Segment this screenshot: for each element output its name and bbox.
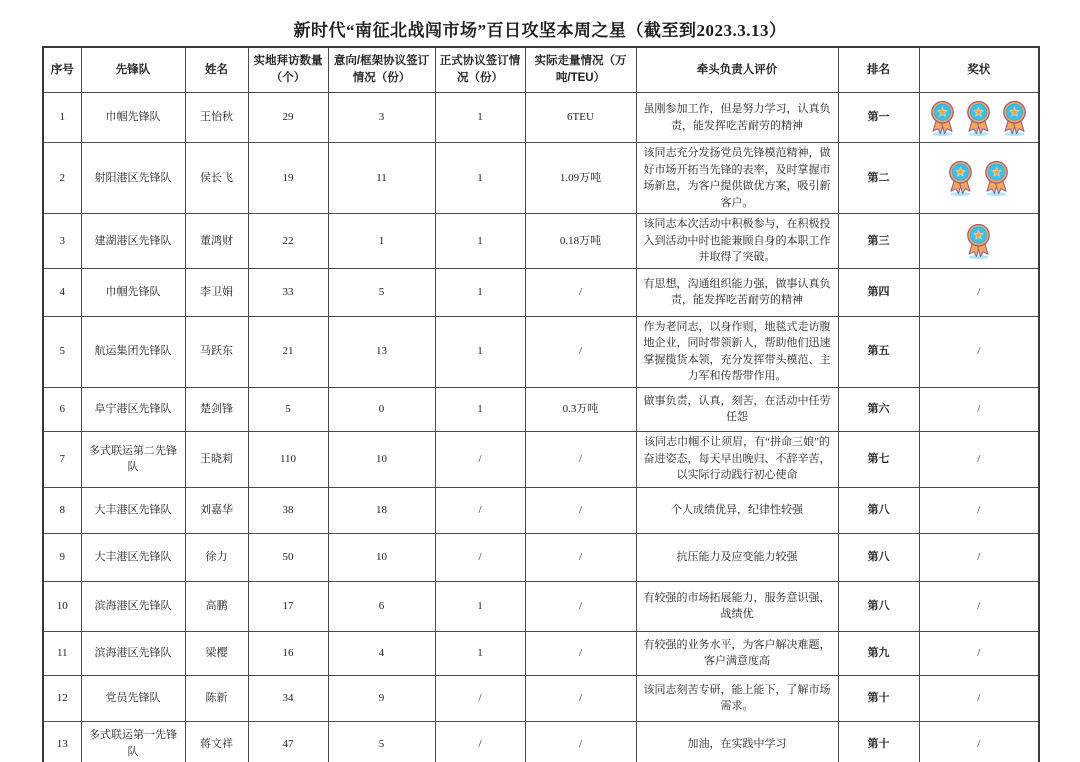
column-header-volume: 实际走量情况（万吨/TEU） (525, 47, 636, 93)
column-header-intent-agreements: 意向/框架协议签订情况（份） (328, 47, 435, 93)
cell-name: 高鹏 (185, 581, 248, 631)
cell-formal-agreements: / (435, 431, 525, 487)
cell-formal-agreements: 1 (435, 214, 525, 269)
cell-volume: / (525, 268, 636, 316)
table-row (43, 316, 1039, 387)
cell-no: 5 (43, 316, 81, 387)
cell-volume: / (525, 675, 636, 721)
cell-rank: 第八 (838, 487, 919, 533)
cell-volume: / (525, 631, 636, 675)
cell-volume: 6TEU (525, 93, 636, 143)
cell-name: 楚剑锋 (185, 387, 248, 431)
cell-name: 王怡秋 (185, 93, 248, 143)
cell-visits: 19 (248, 143, 328, 214)
cell-team: 建湖港区先锋队 (81, 214, 185, 269)
weekly-star-table (42, 46, 1040, 762)
cell-award: / (919, 581, 1039, 631)
cell-formal-agreements: / (435, 675, 525, 721)
cell-no: 6 (43, 387, 81, 431)
cell-no: 13 (43, 721, 81, 762)
cell-team: 航运集团先锋队 (81, 316, 185, 387)
cell-rank: 第三 (838, 214, 919, 269)
cell-formal-agreements: 1 (435, 93, 525, 143)
cell-name: 王晓莉 (185, 431, 248, 487)
page-title: 新时代“南征北战闯市场”百日攻坚本周之星（截至到2023.3.13） (293, 21, 787, 40)
cell-evaluation: 该同志巾帼不让须眉，有“拼命三娘”的奋进姿态，每天早出晚归、不辞辛苦，以实际行动践行初心使命 (636, 431, 838, 487)
cell-visits: 17 (248, 581, 328, 631)
cell-team: 巾帼先锋队 (81, 268, 185, 316)
cell-team: 巾帼先锋队 (81, 93, 185, 143)
cell-visits: 33 (248, 268, 328, 316)
cell-intent-agreements: 10 (328, 431, 435, 487)
cell-visits: 110 (248, 431, 328, 487)
cell-evaluation: 加油，在实践中学习 (636, 721, 838, 762)
table-row (43, 581, 1039, 631)
cell-visits: 21 (248, 316, 328, 387)
cell-rank: 第六 (838, 387, 919, 431)
cell-award: / (919, 316, 1039, 387)
cell-evaluation: 有较强的市场拓展能力，服务意识强，战绩优 (636, 581, 838, 631)
cell-evaluation: 做事负责，认真，刻苦，在活动中任劳任怨 (636, 387, 838, 431)
cell-team: 滨海港区先锋队 (81, 631, 185, 675)
cell-visits: 22 (248, 214, 328, 269)
table-row (43, 675, 1039, 721)
cell-no: 3 (43, 214, 81, 269)
cell-volume: / (525, 316, 636, 387)
cell-visits: 47 (248, 721, 328, 762)
cell-name: 侯长飞 (185, 143, 248, 214)
table-row (43, 533, 1039, 581)
cell-visits: 38 (248, 487, 328, 533)
cell-volume: / (525, 721, 636, 762)
cell-formal-agreements: 1 (435, 268, 525, 316)
cell-award (919, 143, 1039, 214)
cell-evaluation: 有思想，沟通组织能力强，做事认真负责，能发挥吃苦耐劳的精神 (636, 268, 838, 316)
table-row (43, 268, 1039, 316)
column-header-rank: 排名 (838, 47, 919, 93)
column-header-visits: 实地拜访数量（个） (248, 47, 328, 93)
cell-team: 多式联运第二先锋队 (81, 431, 185, 487)
cell-volume: / (525, 533, 636, 581)
cell-rank: 第八 (838, 581, 919, 631)
cell-formal-agreements: / (435, 721, 525, 762)
cell-award: / (919, 533, 1039, 581)
medal-icon (962, 99, 995, 137)
cell-visits: 16 (248, 631, 328, 675)
column-header-formal-agreements: 正式协议签订情况（份） (435, 47, 525, 93)
column-header-evaluation: 牵头负责人评价 (636, 47, 838, 93)
cell-visits: 5 (248, 387, 328, 431)
cell-formal-agreements: 1 (435, 143, 525, 214)
cell-rank: 第九 (838, 631, 919, 675)
cell-rank: 第八 (838, 533, 919, 581)
cell-name: 董鸿财 (185, 214, 248, 269)
cell-formal-agreements: / (435, 487, 525, 533)
table-row (43, 93, 1039, 143)
cell-no: 12 (43, 675, 81, 721)
cell-intent-agreements: 0 (328, 387, 435, 431)
cell-team: 党员先锋队 (81, 675, 185, 721)
cell-intent-agreements: 13 (328, 316, 435, 387)
cell-volume: / (525, 431, 636, 487)
column-header-name: 姓名 (185, 47, 248, 93)
table-body (43, 93, 1039, 762)
cell-rank: 第十 (838, 675, 919, 721)
table-header-row (43, 47, 1039, 93)
cell-team: 滨海港区先锋队 (81, 581, 185, 631)
cell-rank: 第十 (838, 721, 919, 762)
cell-evaluation: 虽刚参加工作，但是努力学习，认真负责，能发挥吃苦耐劳的精神 (636, 93, 838, 143)
cell-rank: 第七 (838, 431, 919, 487)
cell-award: / (919, 721, 1039, 762)
cell-name: 陈新 (185, 675, 248, 721)
cell-no: 4 (43, 268, 81, 316)
cell-no: 8 (43, 487, 81, 533)
cell-volume: 1.09万吨 (525, 143, 636, 214)
cell-intent-agreements: 3 (328, 93, 435, 143)
column-header-team: 先锋队 (81, 47, 185, 93)
cell-award: / (919, 631, 1039, 675)
table-row (43, 721, 1039, 762)
cell-intent-agreements: 18 (328, 487, 435, 533)
cell-award: / (919, 675, 1039, 721)
cell-no: 9 (43, 533, 81, 581)
column-header-no: 序号 (43, 47, 81, 93)
cell-team: 阜宁港区先锋队 (81, 387, 185, 431)
medal-icon (926, 99, 959, 137)
cell-no: 10 (43, 581, 81, 631)
cell-evaluation: 作为老同志，以身作则，地毯式走访腹地企业，同时带领新人，帮助他们迅速掌握揽货本领，充分发挥带头模范、主力军和传帮带作用。 (636, 316, 838, 387)
cell-rank: 第一 (838, 93, 919, 143)
cell-intent-agreements: 9 (328, 675, 435, 721)
medal-icon (944, 159, 977, 197)
cell-award: / (919, 487, 1039, 533)
cell-name: 马跃东 (185, 316, 248, 387)
table-row (43, 214, 1039, 269)
medal-group (923, 222, 1036, 260)
cell-formal-agreements: / (435, 533, 525, 581)
cell-rank: 第四 (838, 268, 919, 316)
cell-name: 徐力 (185, 533, 248, 581)
cell-formal-agreements: 1 (435, 581, 525, 631)
cell-no: 1 (43, 93, 81, 143)
cell-evaluation: 该同志本次活动中积极参与，在积极投入到活动中时也能兼顾自身的本职工作并取得了突破。 (636, 214, 838, 269)
cell-no: 2 (43, 143, 81, 214)
cell-visits: 34 (248, 675, 328, 721)
medal-icon (980, 159, 1013, 197)
cell-evaluation: 该同志刻苦专研，能上能下，了解市场需求。 (636, 675, 838, 721)
cell-rank: 第五 (838, 316, 919, 387)
table-row (43, 387, 1039, 431)
table-row (43, 431, 1039, 487)
cell-intent-agreements: 10 (328, 533, 435, 581)
cell-team: 射阳港区先锋队 (81, 143, 185, 214)
medal-icon (998, 99, 1031, 137)
cell-no: 11 (43, 631, 81, 675)
cell-name: 梁樱 (185, 631, 248, 675)
cell-intent-agreements: 1 (328, 214, 435, 269)
cell-evaluation: 有较强的业务水平，为客户解决难题，客户满意度高 (636, 631, 838, 675)
cell-visits: 50 (248, 533, 328, 581)
cell-no: 7 (43, 431, 81, 487)
cell-award (919, 93, 1039, 143)
cell-evaluation: 抗压能力及应变能力较强 (636, 533, 838, 581)
medal-icon (962, 222, 995, 260)
cell-intent-agreements: 11 (328, 143, 435, 214)
table-row (43, 487, 1039, 533)
cell-formal-agreements: 1 (435, 631, 525, 675)
table-row (43, 631, 1039, 675)
cell-evaluation: 该同志充分发扬党员先锋模范精神，做好市场开拓当先锋的表率，及时掌握市场新息，为客户提供做优方案，吸引新客户。 (636, 143, 838, 214)
cell-formal-agreements: 1 (435, 316, 525, 387)
cell-intent-agreements: 6 (328, 581, 435, 631)
medal-group (923, 99, 1036, 137)
cell-volume: / (525, 487, 636, 533)
column-header-award: 奖状 (919, 47, 1039, 93)
cell-award: / (919, 431, 1039, 487)
cell-team: 大丰港区先锋队 (81, 533, 185, 581)
cell-name: 蒋文祥 (185, 721, 248, 762)
cell-volume: 0.18万吨 (525, 214, 636, 269)
table-row (43, 143, 1039, 214)
cell-team: 多式联运第一先锋队 (81, 721, 185, 762)
cell-intent-agreements: 4 (328, 631, 435, 675)
cell-evaluation: 个人成绩优异，纪律性较强 (636, 487, 838, 533)
cell-volume: / (525, 581, 636, 631)
cell-award: / (919, 268, 1039, 316)
cell-rank: 第二 (838, 143, 919, 214)
cell-team: 大丰港区先锋队 (81, 487, 185, 533)
cell-intent-agreements: 5 (328, 721, 435, 762)
cell-visits: 29 (248, 93, 328, 143)
medal-group (923, 159, 1036, 197)
cell-award: / (919, 387, 1039, 431)
cell-award (919, 214, 1039, 269)
cell-intent-agreements: 5 (328, 268, 435, 316)
cell-volume: 0.3万吨 (525, 387, 636, 431)
cell-name: 李卫娟 (185, 268, 248, 316)
cell-name: 刘嘉华 (185, 487, 248, 533)
cell-formal-agreements: 1 (435, 387, 525, 431)
